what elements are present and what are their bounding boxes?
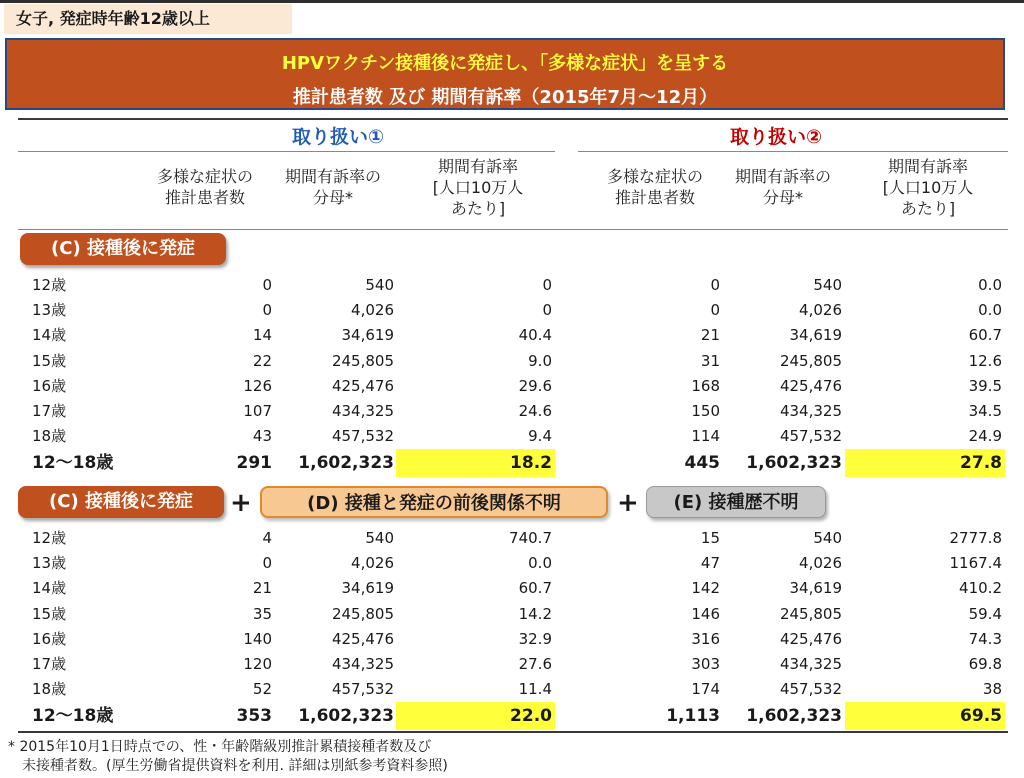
cell-p2: 316 (691, 629, 720, 648)
cell-p1: 0 (262, 554, 272, 573)
cell-p1: 0 (262, 301, 272, 320)
cell-r1: 0 (542, 276, 552, 294)
total-cell-d2: 1,602,323 (746, 706, 842, 727)
header-denominator-1: 期間有訴率の 分母* (284, 167, 381, 207)
table-row (0, 526, 1024, 551)
header-bottom-rule (18, 229, 1008, 230)
cell-d2: 245,805 (779, 604, 842, 623)
section-title-2: 取り扱い② (730, 126, 823, 148)
header-rate-2: 期間有訴率 [人口10万人 あたり] (882, 157, 974, 218)
total-cell-r1: 18.2 (510, 453, 552, 474)
total-cell-p1: 353 (236, 706, 272, 727)
section-1-rule (18, 151, 555, 152)
cell-r1: 11.4 (518, 680, 552, 699)
cell-d2: 4,026 (799, 301, 842, 320)
title-banner (5, 38, 1005, 110)
cell-r1: 27.6 (518, 655, 552, 673)
age-cell: 12歳 (32, 529, 67, 547)
cell-r2: 38 (982, 680, 1002, 699)
cell-r2: 1167.4 (949, 554, 1002, 573)
plus-sign-1: + (230, 488, 252, 518)
cell-r2: 34.5 (968, 402, 1002, 420)
table-row (0, 349, 1024, 374)
cell-r1: 14.2 (518, 604, 552, 623)
total-cell-r1: 22.0 (510, 706, 552, 727)
cell-p1: 52 (252, 680, 272, 699)
age-cell: 14歳 (32, 326, 67, 345)
cell-r1: 32.9 (518, 629, 552, 648)
section-title-1: 取り扱い① (292, 126, 385, 148)
age-cell: 18歳 (32, 427, 67, 446)
cell-r1: 60.7 (518, 579, 552, 598)
cell-d2: 540 (813, 529, 842, 547)
cell-r2: 410.2 (959, 579, 1002, 598)
cell-r1: 0.0 (528, 554, 552, 573)
cell-r1: 0 (542, 301, 552, 320)
cell-r2: 2777.8 (949, 529, 1002, 547)
table-row (0, 627, 1024, 652)
cell-p1: 120 (243, 655, 272, 673)
age-cell: 13歳 (32, 554, 67, 573)
cell-d2: 540 (813, 276, 842, 294)
group1-label-c: (C) 接種後に発症 (20, 233, 226, 265)
cell-d1: 245,805 (331, 351, 394, 370)
cell-d1: 425,476 (331, 376, 394, 395)
table-row (0, 399, 1024, 424)
cell-r2: 0.0 (978, 301, 1002, 320)
table-top-rule (18, 118, 1008, 120)
cell-d1: 425,476 (331, 629, 394, 648)
table-row (0, 652, 1024, 677)
cell-p1: 14 (252, 326, 272, 345)
cell-d1: 434,325 (331, 655, 394, 673)
age-cell: 17歳 (32, 402, 67, 420)
age-cell: 17歳 (32, 655, 67, 673)
header-patients-1: 多様な症状の 推計患者数 (156, 167, 253, 207)
total-cell-p2: 445 (684, 453, 720, 474)
cell-d2: 457,532 (779, 680, 842, 699)
total-cell-p1: 291 (236, 453, 272, 474)
cell-p1: 35 (252, 604, 272, 623)
cell-r2: 0.0 (978, 276, 1002, 294)
table-row (0, 602, 1024, 627)
total-age-cell: 12〜18歳 (32, 453, 114, 474)
cell-r2: 39.5 (968, 376, 1002, 395)
cell-p1: 21 (252, 579, 272, 598)
age-cell: 13歳 (32, 301, 67, 320)
table-bottom-rule (18, 731, 1008, 733)
cell-p1: 140 (243, 629, 272, 648)
cell-d2: 425,476 (779, 629, 842, 648)
cell-r1: 9.0 (528, 351, 552, 370)
footnote-line-2: 未接種者数。(厚生労働省提供資料を利用. 詳細は別紙参考資料参照) (22, 758, 448, 774)
title-line-2: 推計患者数 及び 期間有訴率（2015年7月〜12月） (292, 87, 718, 108)
cell-p2: 168 (691, 376, 720, 395)
cell-d2: 434,325 (779, 402, 842, 420)
cell-r2: 60.7 (968, 326, 1002, 345)
title-line-1: HPVワクチン接種後に発症し、「多様な症状」を呈する (281, 53, 729, 74)
cell-d1: 245,805 (331, 604, 394, 623)
total-cell-r2: 27.8 (960, 453, 1002, 474)
cell-p2: 146 (691, 604, 720, 623)
age-cell: 14歳 (32, 579, 67, 598)
age-cell: 15歳 (32, 604, 67, 623)
table-row (0, 374, 1024, 399)
subject-tag: 女子, 発症時年齢12歳以上 (4, 4, 292, 34)
cell-p2: 15 (700, 529, 720, 547)
total-cell-d2: 1,602,323 (746, 453, 842, 474)
cell-r1: 29.6 (518, 376, 552, 395)
group2-label-c: (C) 接種後に発症 (18, 486, 224, 518)
header-patients-2: 多様な症状の 推計患者数 (606, 167, 703, 207)
top-border (0, 0, 1024, 3)
cell-p1: 126 (243, 376, 272, 395)
cell-p2: 142 (691, 579, 720, 598)
total-cell-p2: 1,113 (666, 706, 720, 727)
total-row (0, 450, 1024, 477)
table-row (0, 576, 1024, 601)
cell-d2: 434,325 (779, 655, 842, 673)
cell-r2: 74.3 (968, 629, 1002, 648)
cell-d1: 4,026 (351, 301, 394, 320)
cell-d1: 34,619 (341, 579, 394, 598)
cell-p1: 22 (252, 351, 272, 370)
cell-d1: 4,026 (351, 554, 394, 573)
cell-p1: 0 (262, 276, 272, 294)
cell-r1: 9.4 (528, 427, 552, 446)
cell-d1: 540 (365, 276, 394, 294)
table-row (0, 424, 1024, 449)
cell-d2: 245,805 (779, 351, 842, 370)
cell-r1: 24.6 (518, 402, 552, 420)
age-cell: 18歳 (32, 680, 67, 699)
cell-d2: 4,026 (799, 554, 842, 573)
section-2-rule (578, 151, 1008, 152)
table-row (0, 551, 1024, 576)
cell-p2: 174 (691, 680, 720, 699)
cell-p2: 21 (700, 326, 720, 345)
cell-d2: 34,619 (789, 326, 842, 345)
header-rate-1: 期間有訴率 [人口10万人 あたり] (432, 157, 524, 218)
plus-sign-2: + (617, 488, 639, 518)
cell-r2: 24.9 (968, 427, 1002, 446)
age-cell: 12歳 (32, 276, 67, 294)
cell-r2: 69.8 (968, 655, 1002, 673)
total-cell-r2: 69.5 (960, 706, 1002, 727)
cell-r1: 40.4 (518, 326, 552, 345)
cell-p1: 107 (243, 402, 272, 420)
cell-p2: 303 (691, 655, 720, 673)
cell-r1: 740.7 (509, 529, 552, 547)
age-cell: 16歳 (32, 376, 67, 395)
cell-p2: 47 (700, 554, 720, 573)
cell-p2: 0 (710, 301, 720, 320)
cell-d1: 34,619 (341, 326, 394, 345)
cell-p1: 4 (262, 529, 272, 547)
cell-p2: 150 (691, 402, 720, 420)
cell-r2: 59.4 (968, 604, 1002, 623)
table-row (0, 273, 1024, 298)
cell-d2: 457,532 (779, 427, 842, 446)
group2-label-d: (D) 接種と発症の前後関係不明 (260, 486, 608, 518)
cell-d1: 457,532 (331, 427, 394, 446)
table-row (0, 323, 1024, 348)
cell-p1: 43 (252, 427, 272, 446)
cell-d1: 434,325 (331, 402, 394, 420)
total-row (0, 703, 1024, 730)
footnote-line-1: * 2015年10月1日時点での、性・年齢階級別推計累積接種者数及び (8, 739, 432, 755)
total-age-cell: 12〜18歳 (32, 706, 114, 727)
table-row (0, 677, 1024, 702)
cell-d2: 425,476 (779, 376, 842, 395)
cell-d1: 540 (365, 529, 394, 547)
cell-p2: 31 (700, 351, 720, 370)
cell-p2: 114 (691, 427, 720, 446)
header-denominator-2: 期間有訴率の 分母* (734, 167, 831, 207)
cell-d2: 34,619 (789, 579, 842, 598)
cell-r2: 12.6 (968, 351, 1002, 370)
age-cell: 15歳 (32, 351, 67, 370)
total-cell-d1: 1,602,323 (298, 453, 394, 474)
age-cell: 16歳 (32, 629, 67, 648)
cell-p2: 0 (710, 276, 720, 294)
table-row (0, 298, 1024, 323)
total-cell-d1: 1,602,323 (298, 706, 394, 727)
cell-d1: 457,532 (331, 680, 394, 699)
group2-label-e: (E) 接種歴不明 (646, 486, 826, 518)
